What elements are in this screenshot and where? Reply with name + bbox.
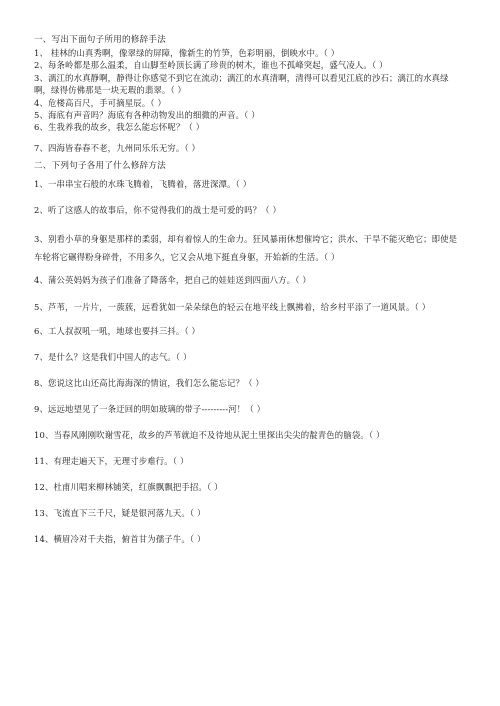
section-one-item-3: 3、漓江的水真静啊，静得让你感觉不到它在流动；漓江的水真清啊，清得可以看见江底的沙石；漓江的水真绿啊，绿得仿佛那是一块无瑕的翡翠。（ ） (34, 72, 449, 96)
section-two-item-4: 4、蒲公英妈妈为孩子们准备了降落伞，把自己的娃娃送到四面八方。（ ） (34, 275, 311, 286)
section-two-item-3: 3、别看小草的身躯是那样的柔弱，却有着惊人的生命力。狂风暴雨休想催垮它；洪水、干旱不能灭绝它；即使是车轮将它碾得粉身碎骨，不用多久，它又会从地下挺直身躯，开始新的生活。（ ） (34, 234, 458, 263)
section-two-item-5: 5、芦苇，一片片，一蔟蔟，远看犹如一朵朵绿色的轻云在地平线上飘拂着，给乡村平添了一道风景。（ ） (34, 302, 431, 313)
section-two-list (34, 178, 464, 546)
section-two-item-6: 6、工人叔叔吼一吼，地球也要抖三抖。（ ） (34, 326, 201, 337)
section-one-item-6: 6、生我养我的故乡，我怎么能忘怀呢？（ ） (34, 122, 205, 133)
section-one (34, 34, 464, 154)
section-one-list (34, 47, 464, 154)
section-two-item-13: 13、飞流直下三千尺，疑是银河落九天。（ ） (34, 508, 206, 519)
section-two-title: 二、下列句子各用了什么修辞方法 (34, 161, 166, 172)
section-two-item-9: 9、远远地望见了一条迂回的明如玻璃的带子---------河！（ ） (34, 404, 266, 415)
section-two-item-8: 8、您说这比山还高比海海深的情谊，我们怎么能忘记？（ ） (34, 378, 264, 389)
section-one-title: 一、写出下面句子所用的修辞手法 (34, 35, 166, 45)
section-two-item-2: 2、听了这感人的故事后，你不觉得我们的战士是可爱的吗？（ ） (34, 205, 281, 216)
section-one-item-4: 4、危楼高百尺，手可摘星辰。（ ） (34, 97, 166, 108)
section-two-item-10: 10、当春风刚刚吹谢雪花，故乡的芦苇就迫不及待地从泥土里探出尖尖的靛青色的脑袋。（ ） (34, 430, 385, 441)
section-two (34, 160, 464, 546)
worksheet-page (34, 34, 464, 546)
section-two-item-11: 11、有理走遍天下，无理寸步难行。（ ） (34, 456, 189, 467)
section-two-item-1: 1、一串串宝石般的水珠飞腾着，飞腾着，落进深潭。（ ） (34, 179, 252, 190)
section-one-item-2: 2、每条岭都是那么温柔，自山脚至岭顶长满了珍贵的树木，谁也不孤峰突起，盛气凌人。（ ） (34, 60, 388, 71)
section-two-item-12: 12、杜甫川唱来柳林铺笑，红旗飘飘把手招。（ ） (34, 482, 223, 493)
section-one-item-5: 5、海底有声音吗？海底有各种动物发出的细微的声音。（ ） (34, 110, 260, 121)
section-one-item-1: 1、 桂林的山真秀啊，像翠绿的屏障，像新生的竹笋，色彩明丽，倒映水中。（ ） (34, 48, 340, 58)
section-two-item-14: 14、横眉冷对千夫指，俯首甘为孺子牛。（ ） (34, 534, 206, 545)
section-one-item-7: 7、四海皆春春不老，九州同乐乐无穷。（ ） (34, 142, 201, 153)
section-two-item-7: 7、是什么？这是我们中国人的志气。（ ） (34, 352, 192, 363)
